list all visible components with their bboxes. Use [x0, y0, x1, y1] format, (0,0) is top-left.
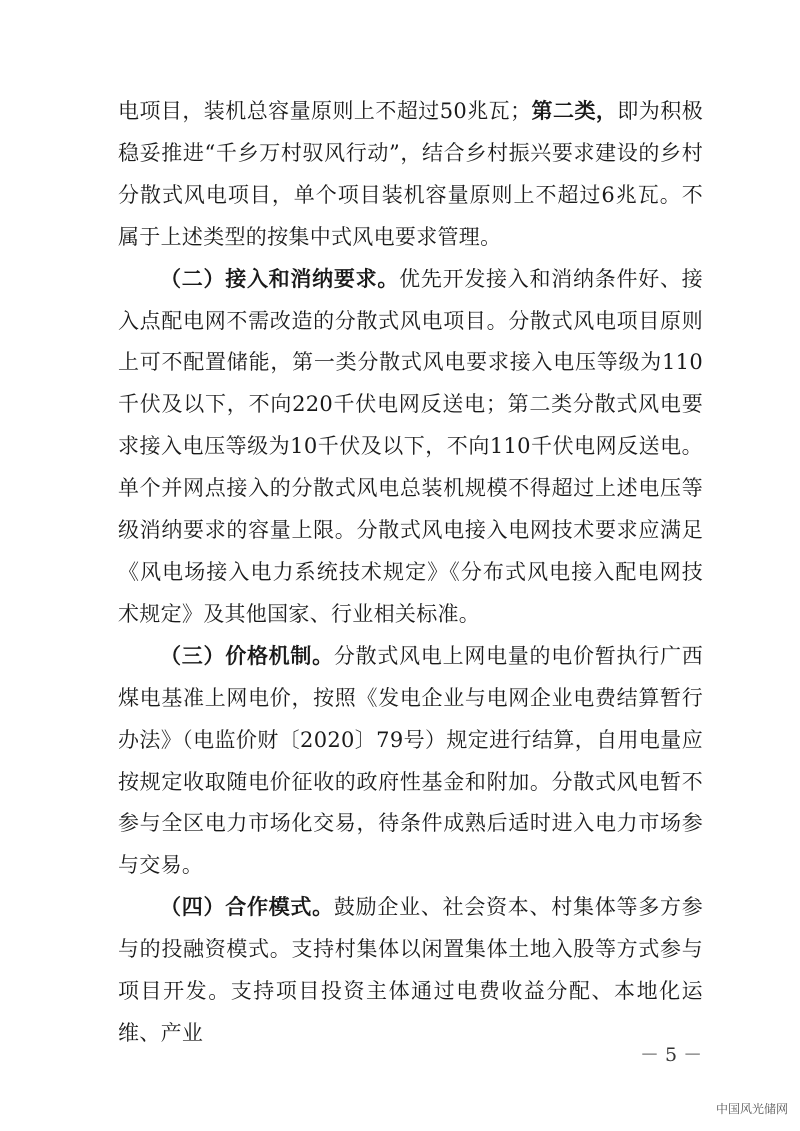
paragraph-1-text-post: 即为积极稳妥推进“千乡万村驭风行动”，结合乡村振兴要求建设的乡村分散式风电项目，单个项目装机容量原则上不超过6兆瓦。不属于上述类型的按集中式风电要求管理。 [118, 99, 704, 249]
paragraph-1-bold-term: 第二类， [531, 99, 618, 123]
page-number: － 5 － [640, 1044, 703, 1066]
paragraph-2 [118, 259, 703, 636]
paragraph-4 [118, 887, 703, 1055]
paragraph-4-text: 鼓励企业、社会资本、村集体等多方参与的投融资模式。支持村集体以闲置集体土地入股等方式参与项目开发。支持项目投资主体通过电费收益分配、本地化运维、产业 [118, 895, 703, 1045]
section-heading-cooperation: （四）合作模式。 [160, 895, 334, 920]
paragraph-3-text: 分散式风电上网电量的电价暂执行广西煤电基准上网电价，按照《发电企业与电网企业电费结算暂行办法》（电监价财〔2020〕79号）规定进行结算，自用电量应按规定收取随电价征收的政府性基金和附加。分散式风电暂不参与全区电力市场化交易，待条件成熟后适时进入电力市场参与交易。 [118, 643, 703, 878]
paragraph-1-text-pre: 电项目，装机总容量原则上不超过50兆瓦； [118, 99, 532, 123]
document-body [118, 91, 703, 1055]
watermark: 中国风光储网 [715, 1102, 788, 1116]
paragraph-2-text: 优先开发接入和消纳条件好、接入点配电网不需改造的分散式风电项目。分散式风电项目原则上可不配置储能，第一类分散式风电要求接入电压等级为110千伏及以下，不向220千伏电网反送电；第二类分散式风电要求接入电压等级为10千伏及以下，不向110千伏电网反送电。单个并网点接入的分散式风电总装机规模不得超过上述电压等级消纳要求的容量上限。分散式风电接入电网技术要求应满足《风电场接入电力系统技术规定》《分布式风电接入配电网技术规定》及其他国家、行业相关标准。 [118, 266, 703, 626]
paragraph-1 [118, 91, 703, 259]
section-heading-pricing: （三）价格机制。 [160, 643, 334, 668]
section-heading-access: （二）接入和消纳要求。 [160, 266, 400, 291]
paragraph-3 [118, 636, 703, 887]
